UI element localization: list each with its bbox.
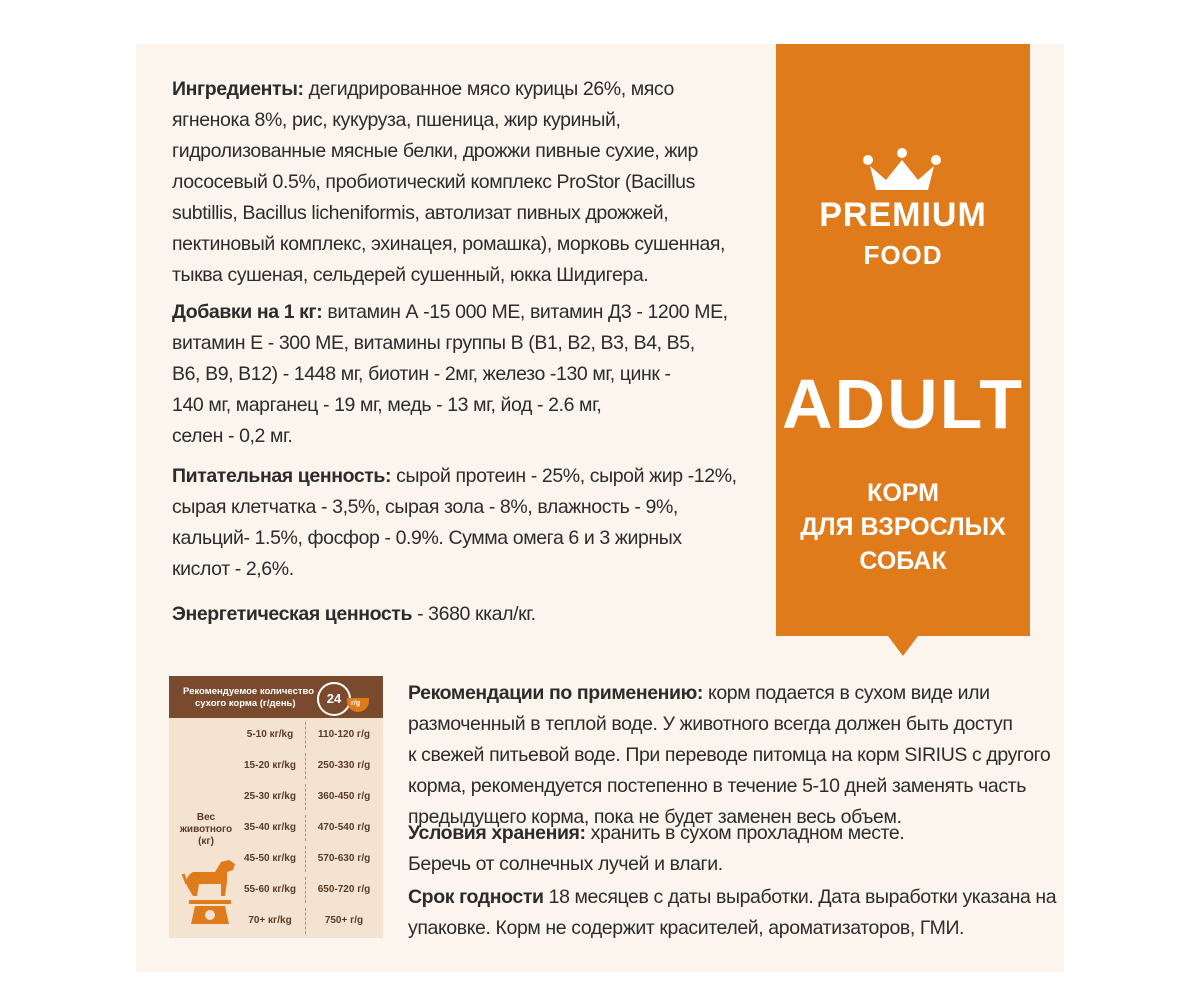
row-grams: 250-330 г/g [317,760,371,771]
usage-line: предыдущего корма, пока не будет заменен весь объем. [408,806,902,828]
nutrition-line: кальций- 1.5%, фосфор - 0.9%. Сумма омега 6 и 3 жирных [172,527,682,549]
feeding-table-header [169,676,383,718]
storage-line: хранить в сухом прохладном месте. [585,822,905,844]
feeding-table-body [169,718,383,938]
usage-block [408,678,1051,833]
feeding-table [169,676,383,938]
row-grams: 470-540 г/g [317,822,371,833]
table-row [237,782,383,811]
shelf-life-label: Срок годности [408,886,544,908]
ingredients-label: Ингредиенты: [172,78,304,100]
shelf-life-line: 18 месяцев с даты выработки. Дата выработки указана на [543,886,1057,908]
banner-desc-line: КОРМ [867,479,939,507]
additives-line: селен - 0,2 мг. [172,425,293,447]
feeding-header-line: Рекомендуемое количество [183,686,315,697]
ingredients-line: лососевый 0.5%, пробиотический комплекс ProStor (Bacillus [172,171,695,193]
energy-block [172,599,732,630]
usage-label: Рекомендации по применению: [408,682,703,704]
row-weight: 70+ кг/kg [248,915,292,926]
banner-desc-line: ДЛЯ ВЗРОСЛЫХ [800,513,1006,541]
ingredients-line: тыква сушеная, сельдерей сушенный, юкка Шидигера. [172,264,649,286]
row-weight: 5-10 кг/kg [246,729,294,740]
table-row [237,875,383,904]
ingredients-block [172,74,732,291]
row-grams: 110-120 г/g [318,729,370,740]
ingredients-line: ягненока 8%, рис, кукуруза, пшеница, жир куриный, [172,109,621,131]
dog-on-scale-icon [181,856,239,926]
banner-description [776,476,1030,578]
additives-line: В6, В9, В12) - 1448 мг, биотин - 2мг, железо -130 мг, цинк - [172,363,671,385]
banner-desc-line: СОБАК [859,547,947,575]
energy-label: Энергетическая ценность [172,603,413,625]
storage-label: Условия хранения: [408,822,586,844]
additives-line: витамин Е - 300 МЕ, витамины группы В (В1, В2, В3, В4, В5, [172,332,695,354]
table-row [237,906,383,935]
row-grams: 650-720 г/g [317,884,371,895]
nutrition-line: сырая клетчатка - 3,5%, сырая зола - 8%, влажность - 9%, [172,496,678,518]
ingredients-line: дегидрированное мясо курицы 26%, мясо [308,78,674,100]
feeding-header-line: сухого корма (г/день) [195,698,296,709]
crown-icon [862,148,942,198]
row-grams: 360-450 г/g [317,791,371,802]
table-row [237,720,383,749]
portion-badge: 24 [317,682,351,716]
premium-banner [776,44,1030,658]
row-weight: 15-20 кг/kg [244,760,296,771]
banner-food: FOOD [863,240,943,270]
nutrition-line: кислот - 2,6%. [172,558,294,580]
table-row [237,844,383,873]
row-weight: 55-60 кг/kg [244,884,296,895]
shelf-life-block [408,882,1057,944]
nutrition-label: Питательная ценность: [172,465,392,487]
usage-line: корма, рекомендуется постепенно в течение 5-10 дней заменять часть [408,775,1026,797]
additives-line: витамин А -15 000 МЕ, витамин Д3 - 1200 МЕ, [327,301,728,323]
ingredients-line: пектиновый комплекс, эхинацея, ромашка), морковь сушенная, [172,233,726,255]
table-row [237,813,383,842]
ingredients-line: гидролизованные мясные белки, дрожжи пивные сухие, жир [172,140,698,162]
table-row [237,751,383,780]
row-grams: 750+ г/g [324,915,364,926]
row-weight: 35-40 кг/kg [244,822,296,833]
additives-label: Добавки на 1 кг: [172,301,323,323]
banner-adult: ADULT [782,365,1024,443]
storage-block [408,818,1038,880]
storage-line: Беречь от солнечных лучей и влаги. [408,853,723,875]
additives-block [172,297,732,452]
row-weight: 25-30 кг/kg [244,791,296,802]
row-weight: 45-50 кг/kg [244,853,296,864]
banner-premium: PREMIUM [819,196,987,234]
nutrition-line: сырой протеин - 25%, сырой жир -12%, [396,465,737,487]
additives-line: 140 мг, марганец - 19 мг, медь - 13 мг, йод - 2.6 мг, [172,394,602,416]
shelf-life-line: упаковке. Корм не содержит красителей, ароматизаторов, ГМИ. [408,917,965,939]
weight-label: Вес животного (кг) [179,812,233,847]
usage-line: к свежей питьевой воде. При переводе питомца на корм SIRIUS с другого [408,744,1051,766]
usage-line: размоченный в теплой воде. У животного всегда должен быть доступ [408,713,1013,735]
ingredients-line: subtillis, Bacillus licheniformis, автолизат пивных дрожжей, [172,202,669,224]
bowl-unit: г/g [351,700,361,707]
usage-line: корм подается в сухом виде или [702,682,990,704]
energy-value: - 3680 ккал/кг. [412,603,536,625]
row-grams: 570-630 г/g [317,853,371,864]
nutrition-block [172,461,737,585]
